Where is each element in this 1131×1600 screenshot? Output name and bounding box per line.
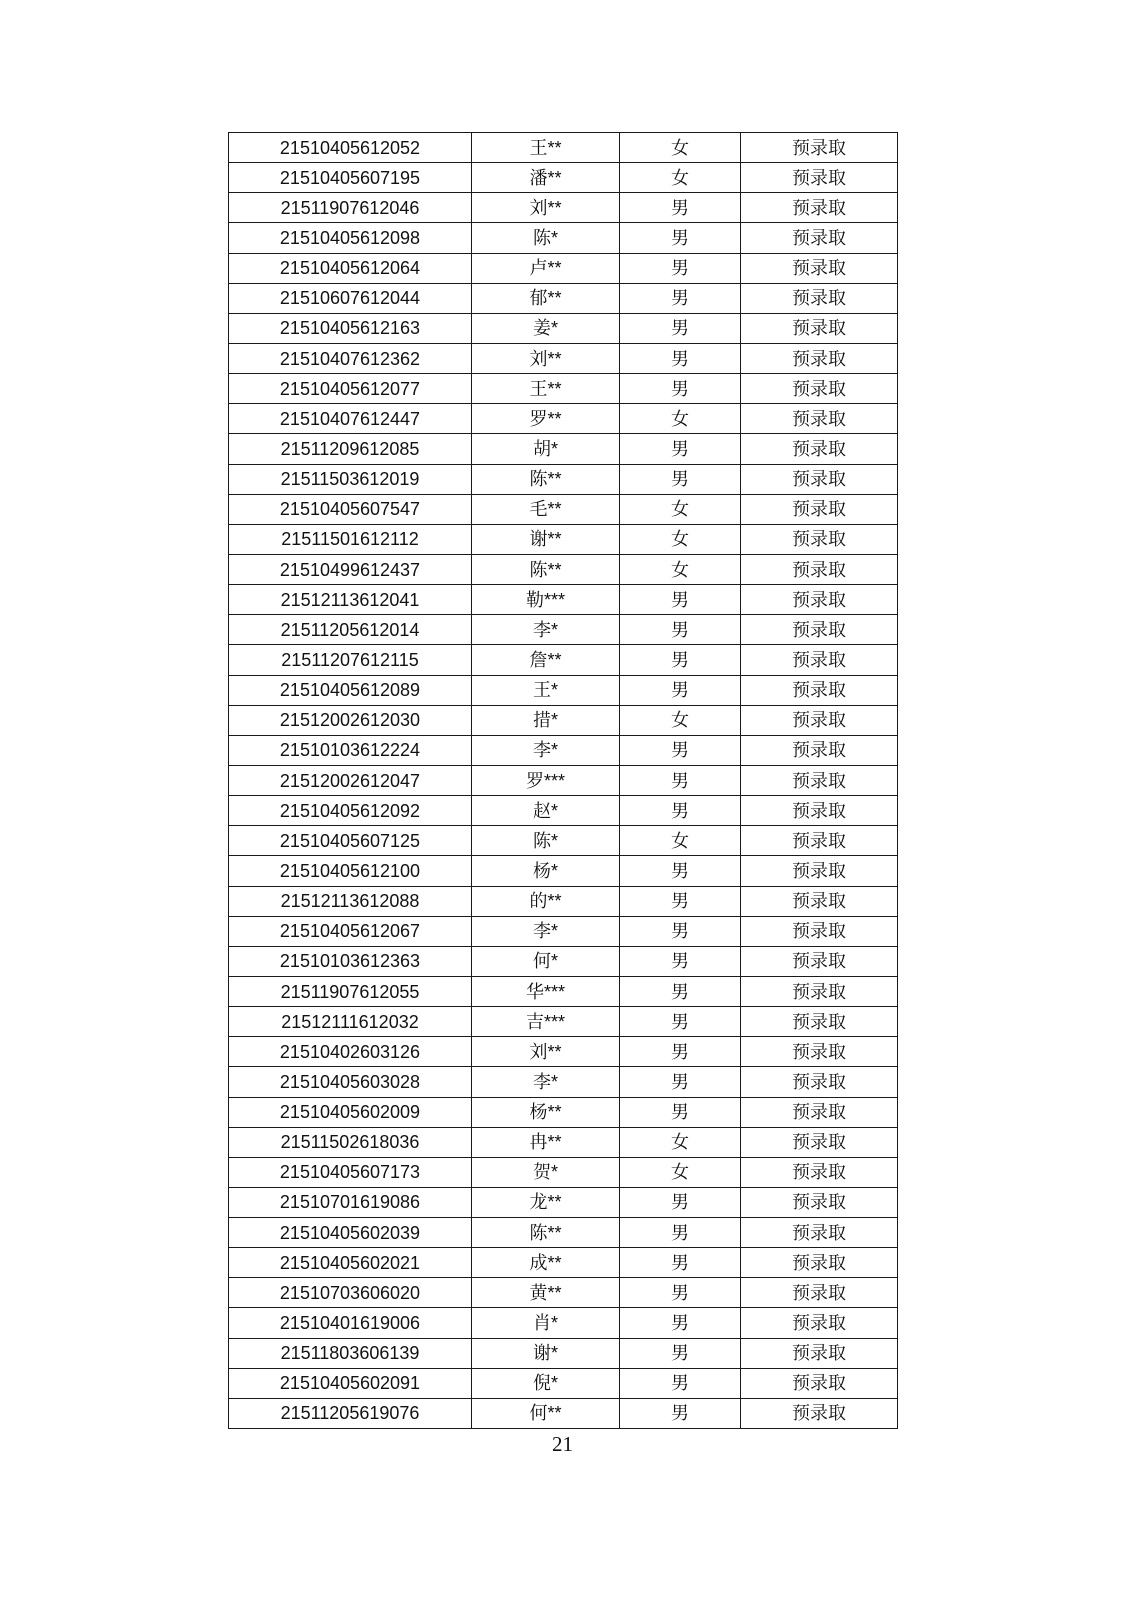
student-id-cell: 21510703606020 [229,1278,472,1308]
table-row [229,313,898,343]
gender-cell: 男 [620,886,741,916]
name-cell: 倪* [472,1368,620,1398]
status-cell: 预录取 [741,856,898,886]
status-cell: 预录取 [741,1037,898,1067]
table-row [229,1278,898,1308]
name-cell: 刘** [472,1037,620,1067]
student-id-cell: 21510405602091 [229,1368,472,1398]
student-id-cell: 21511205619076 [229,1398,472,1428]
name-cell: 王* [472,675,620,705]
gender-cell: 女 [620,1127,741,1157]
status-cell: 预录取 [741,193,898,223]
gender-cell: 女 [620,826,741,856]
table-row [229,826,898,856]
name-cell: 李* [472,735,620,765]
table-row [229,404,898,434]
gender-cell: 女 [620,163,741,193]
status-cell: 预录取 [741,1187,898,1217]
table-row [229,1187,898,1217]
gender-cell: 男 [620,585,741,615]
gender-cell: 男 [620,253,741,283]
gender-cell: 男 [620,1067,741,1097]
student-id-cell: 21510701619086 [229,1187,472,1217]
student-id-cell: 21510607612044 [229,283,472,313]
table-row [229,1308,898,1338]
status-cell: 预录取 [741,464,898,494]
status-cell: 预录取 [741,554,898,584]
table-row [229,1338,898,1368]
gender-cell: 男 [620,735,741,765]
name-cell: 谢** [472,524,620,554]
gender-cell: 女 [620,554,741,584]
table-row [229,374,898,404]
student-id-cell: 21512002612030 [229,705,472,735]
student-id-cell: 21510405602021 [229,1248,472,1278]
gender-cell: 男 [620,976,741,1006]
table-row [229,1067,898,1097]
table-row [229,675,898,705]
name-cell: 吉*** [472,1007,620,1037]
student-id-cell: 21510405607547 [229,494,472,524]
gender-cell: 男 [620,374,741,404]
status-cell: 预录取 [741,163,898,193]
status-cell: 预录取 [741,1157,898,1187]
student-id-cell: 21510405602039 [229,1218,472,1248]
table-row [229,765,898,795]
student-id-cell: 21510405612089 [229,675,472,705]
table-row [229,615,898,645]
gender-cell: 男 [620,343,741,373]
name-cell: 措* [472,705,620,735]
name-cell: 潘** [472,163,620,193]
status-cell: 预录取 [741,976,898,1006]
student-id-cell: 21511503612019 [229,464,472,494]
status-cell: 预录取 [741,223,898,253]
table-row [229,434,898,464]
table-row [229,163,898,193]
name-cell: 胡* [472,434,620,464]
table-row [229,1157,898,1187]
student-id-cell: 21510405612163 [229,313,472,343]
status-cell: 预录取 [741,1248,898,1278]
status-cell: 预录取 [741,1338,898,1368]
student-id-cell: 21510407612362 [229,343,472,373]
student-id-cell: 21511803606139 [229,1338,472,1368]
status-cell: 预录取 [741,886,898,916]
student-id-cell: 21510405607125 [229,826,472,856]
status-cell: 预录取 [741,1308,898,1338]
gender-cell: 男 [620,313,741,343]
gender-cell: 男 [620,223,741,253]
name-cell: 李* [472,916,620,946]
name-cell: 杨** [472,1097,620,1127]
table-row [229,1127,898,1157]
status-cell: 预录取 [741,645,898,675]
name-cell: 的** [472,886,620,916]
name-cell: 华*** [472,976,620,1006]
gender-cell: 男 [620,283,741,313]
name-cell: 姜* [472,313,620,343]
student-id-cell: 21511205612014 [229,615,472,645]
gender-cell: 男 [620,1218,741,1248]
gender-cell: 男 [620,193,741,223]
gender-cell: 男 [620,946,741,976]
status-cell: 预录取 [741,1278,898,1308]
table-row [229,524,898,554]
gender-cell: 男 [620,645,741,675]
table-row [229,735,898,765]
table-row [229,705,898,735]
name-cell: 卢** [472,253,620,283]
table-row [229,645,898,675]
gender-cell: 男 [620,434,741,464]
name-cell: 冉** [472,1127,620,1157]
status-cell: 预录取 [741,765,898,795]
name-cell: 贺* [472,1157,620,1187]
table-row [229,1368,898,1398]
table-row [229,343,898,373]
name-cell: 李* [472,615,620,645]
student-id-cell: 21510499612437 [229,554,472,584]
gender-cell: 男 [620,856,741,886]
name-cell: 何* [472,946,620,976]
student-id-cell: 21511907612055 [229,976,472,1006]
student-id-cell: 21510405612064 [229,253,472,283]
student-id-cell: 21510405612067 [229,916,472,946]
admission-list-table [228,132,898,1429]
student-id-cell: 21510405612100 [229,856,472,886]
gender-cell: 男 [620,1278,741,1308]
status-cell: 预录取 [741,705,898,735]
status-cell: 预录取 [741,826,898,856]
student-id-cell: 21511207612115 [229,645,472,675]
student-id-cell: 21510402603126 [229,1037,472,1067]
table-row [229,1097,898,1127]
name-cell: 陈* [472,223,620,253]
student-id-cell: 21512111612032 [229,1007,472,1037]
status-cell: 预录取 [741,404,898,434]
status-cell: 预录取 [741,735,898,765]
status-cell: 预录取 [741,916,898,946]
gender-cell: 男 [620,765,741,795]
student-id-cell: 21510405612098 [229,223,472,253]
name-cell: 龙** [472,1187,620,1217]
status-cell: 预录取 [741,313,898,343]
status-cell: 预录取 [741,1097,898,1127]
gender-cell: 男 [620,615,741,645]
student-id-cell: 21510405612077 [229,374,472,404]
table-row [229,1037,898,1067]
student-id-cell: 21510405603028 [229,1067,472,1097]
status-cell: 预录取 [741,434,898,464]
name-cell: 王** [472,133,620,163]
name-cell: 陈** [472,1218,620,1248]
gender-cell: 男 [620,464,741,494]
name-cell: 陈** [472,464,620,494]
name-cell: 刘** [472,343,620,373]
table-row [229,946,898,976]
admission-table-body [229,133,898,1429]
status-cell: 预录取 [741,1368,898,1398]
gender-cell: 男 [620,675,741,705]
gender-cell: 男 [620,1187,741,1217]
status-cell: 预录取 [741,374,898,404]
name-cell: 何** [472,1398,620,1428]
gender-cell: 女 [620,494,741,524]
name-cell: 王** [472,374,620,404]
name-cell: 黄** [472,1278,620,1308]
table-row [229,283,898,313]
student-id-cell: 21510405607173 [229,1157,472,1187]
gender-cell: 女 [620,404,741,434]
student-id-cell: 21511907612046 [229,193,472,223]
table-row [229,494,898,524]
student-id-cell: 21510103612224 [229,735,472,765]
table-row [229,133,898,163]
student-id-cell: 21511501612112 [229,524,472,554]
student-id-cell: 21511209612085 [229,434,472,464]
name-cell: 谢* [472,1338,620,1368]
gender-cell: 女 [620,524,741,554]
gender-cell: 男 [620,1007,741,1037]
table-row [229,223,898,253]
gender-cell: 女 [620,1157,741,1187]
gender-cell: 男 [620,916,741,946]
student-id-cell: 21510407612447 [229,404,472,434]
status-cell: 预录取 [741,796,898,826]
student-id-cell: 21510405612092 [229,796,472,826]
status-cell: 预录取 [741,946,898,976]
gender-cell: 男 [620,1398,741,1428]
table-row [229,1398,898,1428]
table-row [229,856,898,886]
table-row [229,193,898,223]
gender-cell: 女 [620,133,741,163]
table-row [229,796,898,826]
student-id-cell: 21511502618036 [229,1127,472,1157]
name-cell: 毛** [472,494,620,524]
student-id-cell: 21510103612363 [229,946,472,976]
gender-cell: 男 [620,1338,741,1368]
table-row [229,585,898,615]
table-row [229,1218,898,1248]
name-cell: 成** [472,1248,620,1278]
status-cell: 预录取 [741,1007,898,1037]
table-row [229,554,898,584]
status-cell: 预录取 [741,585,898,615]
student-id-cell: 21510401619006 [229,1308,472,1338]
student-id-cell: 21512113612041 [229,585,472,615]
gender-cell: 男 [620,1308,741,1338]
table-row [229,253,898,283]
name-cell: 赵* [472,796,620,826]
status-cell: 预录取 [741,343,898,373]
gender-cell: 男 [620,1368,741,1398]
student-id-cell: 21512113612088 [229,886,472,916]
status-cell: 预录取 [741,1067,898,1097]
status-cell: 预录取 [741,1218,898,1248]
table-row [229,886,898,916]
gender-cell: 男 [620,1097,741,1127]
status-cell: 预录取 [741,494,898,524]
table-row [229,976,898,1006]
status-cell: 预录取 [741,524,898,554]
name-cell: 肖* [472,1308,620,1338]
student-id-cell: 21510405607195 [229,163,472,193]
status-cell: 预录取 [741,675,898,705]
name-cell: 郁** [472,283,620,313]
name-cell: 李* [472,1067,620,1097]
student-id-cell: 21510405612052 [229,133,472,163]
student-id-cell: 21510405602009 [229,1097,472,1127]
status-cell: 预录取 [741,253,898,283]
page-number: 21 [552,1432,573,1456]
table-row [229,464,898,494]
name-cell: 陈* [472,826,620,856]
status-cell: 预录取 [741,615,898,645]
status-cell: 预录取 [741,1398,898,1428]
table-row [229,1007,898,1037]
name-cell: 陈** [472,554,620,584]
gender-cell: 女 [620,705,741,735]
gender-cell: 男 [620,1248,741,1278]
name-cell: 罗*** [472,765,620,795]
name-cell: 刘** [472,193,620,223]
table-row [229,1248,898,1278]
status-cell: 预录取 [741,1127,898,1157]
name-cell: 罗** [472,404,620,434]
student-id-cell: 21512002612047 [229,765,472,795]
status-cell: 预录取 [741,283,898,313]
gender-cell: 男 [620,1037,741,1067]
table-row [229,916,898,946]
name-cell: 勒*** [472,585,620,615]
name-cell: 杨* [472,856,620,886]
status-cell: 预录取 [741,133,898,163]
gender-cell: 男 [620,796,741,826]
name-cell: 詹** [472,645,620,675]
